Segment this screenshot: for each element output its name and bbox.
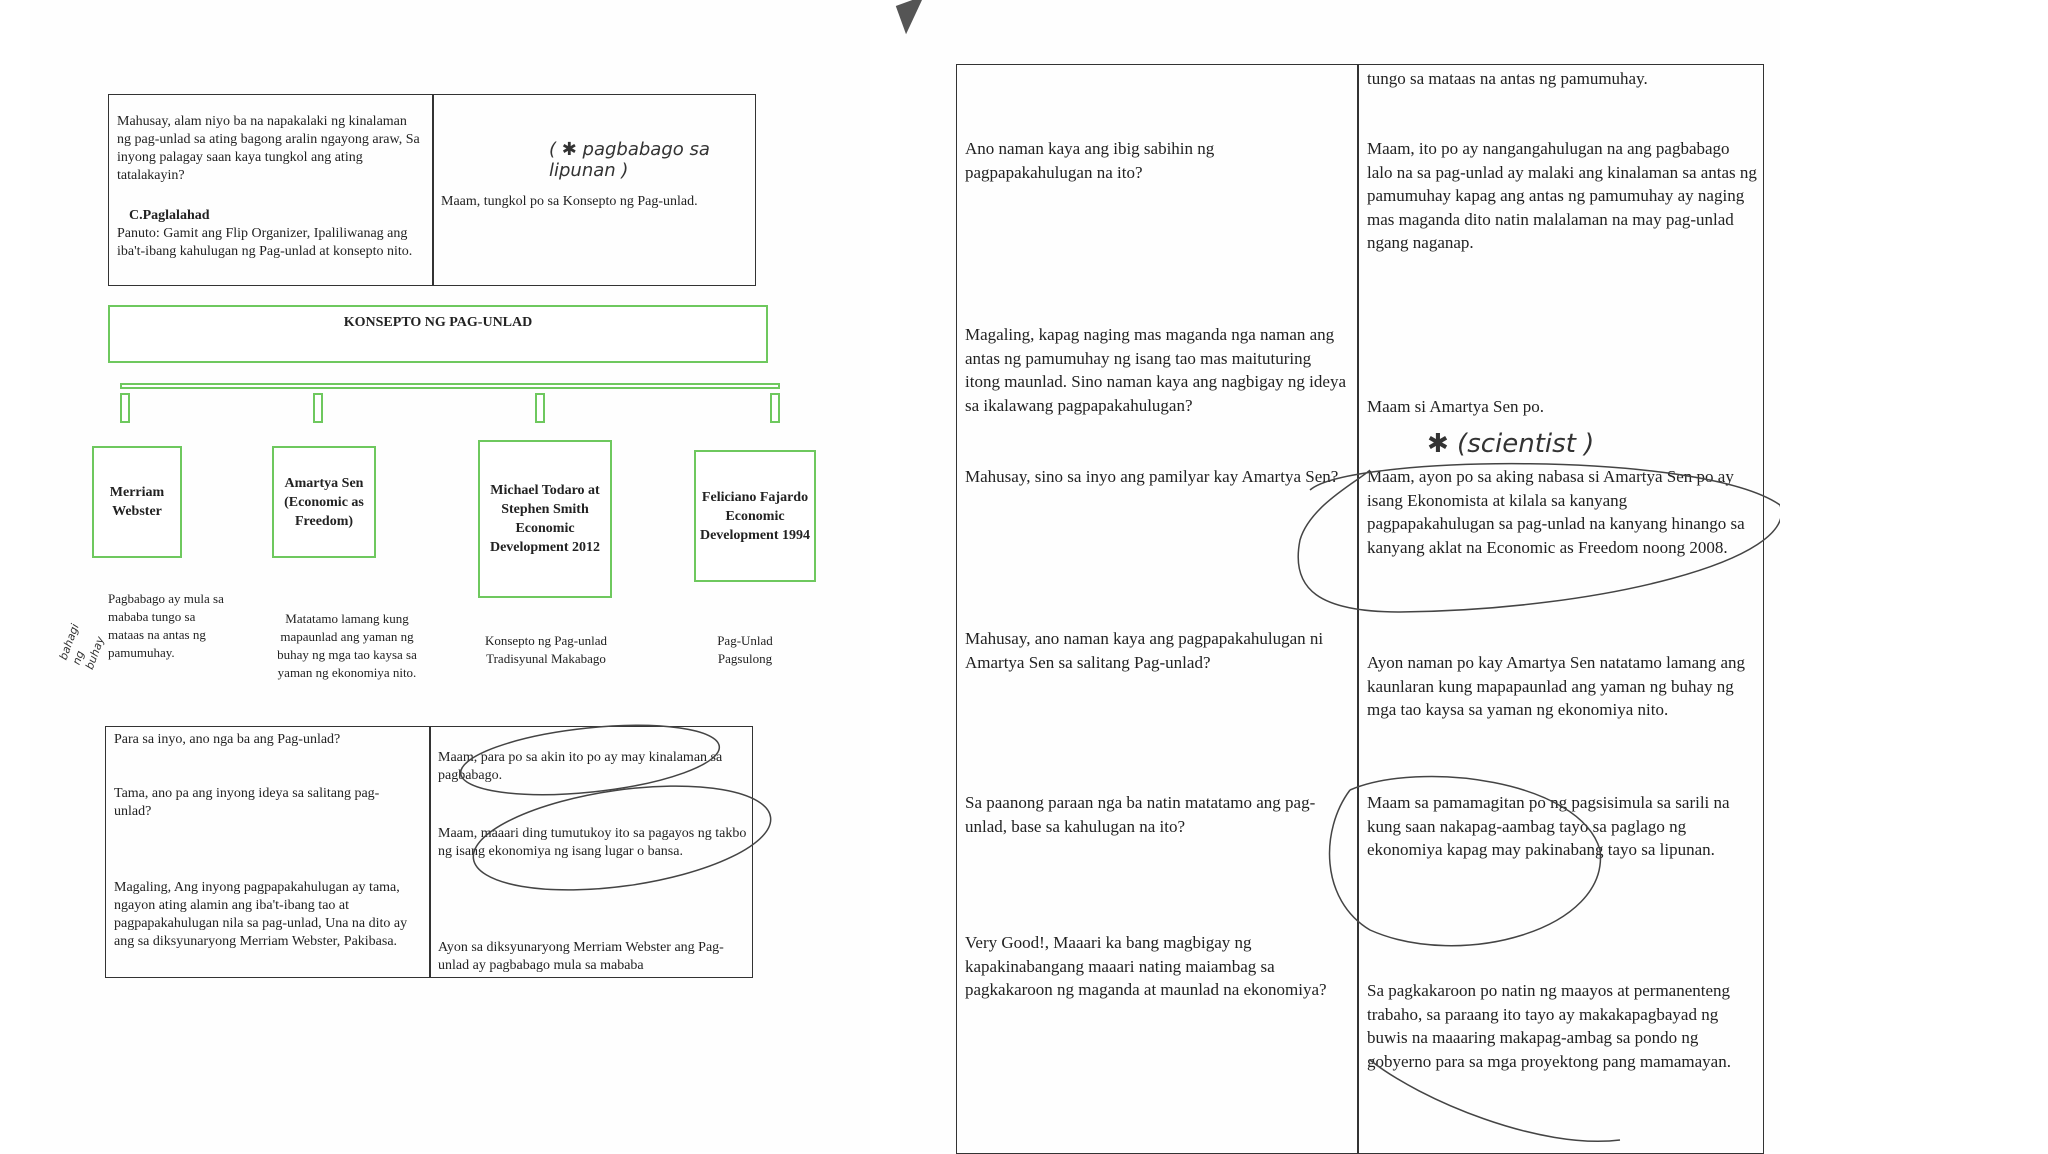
organizer-title-text: KONSEPTO NG PAG-UNLAD [343, 315, 533, 330]
fajardo-description: Pag-Unlad Pagsulong [717, 633, 773, 666]
row-5-answer: Maam sa pamamagitan po ng pagsisimula sa sarili na kung saan nakapag-aambag tayo sa paglago ng ekonomiya kapag may pakinabang tayo sa lipunan. [1367, 793, 1730, 859]
instruction-text: Panuto: Gamit ang Flip Organizer, Ipaliliwanag ang iba't-ibang kahulugan ng Pag-unlad at konsepto nito. [117, 226, 413, 259]
left-page [30, 0, 870, 1152]
row-5-question: Sa paanong paraan nga ba natin matatamo ang pag-unlad, base sa kahulugan na ito? [965, 793, 1316, 836]
todaro-smith-box: Michael Todaro at Stephen Smith Economic Development 2012 [478, 440, 612, 598]
answer-2: Maam, maaari ding tumutukoy ito sa pagayos ng takbo ng isang ekonomiya ng isang lugar o bansa. [438, 826, 747, 859]
teacher-intro-text: Mahusay, alam niyo ba na napakalaki ng kinalaman ng pag-unlad sa ating bagong aralin ngayong araw, Sa inyong palagay saan kaya tungkol ang ating tatalakayin? [117, 114, 420, 183]
answer-1: Maam, para po sa akin ito po ay may kinalaman sa pagbabago. [438, 750, 723, 783]
todaro-smith-description: Konsepto ng Pag-unlad Tradisyunal Makabago [484, 633, 608, 666]
merriam-webster-box: Merriam Webster [92, 446, 182, 558]
top-right-continuation: tungo sa mataas na antas ng pamumuhay. [1367, 69, 1648, 88]
amartya-sen-description: Matatamo lamang kung mapaunlad ang yaman ng buhay ng mga tao kaysa sa yaman ng ekonomiya nito. [277, 611, 417, 680]
margin-handwriting: bahagi ng buhay [56, 622, 107, 672]
row-4-answer: Ayon naman po kay Amartya Sen natatamo lamang ang kaunlaran kung mapapaunlad ang yaman ng buhay ng mga tao kaysa sa yaman ng ekonomiya nito. [1367, 653, 1746, 719]
row-3-question: Mahusay, sino sa inyo ang pamilyar kay Amartya Sen? [965, 467, 1339, 486]
scientist-note: ✱ (scientist ) [1427, 429, 1595, 459]
handdrawn-marks [900, 0, 1780, 1152]
answer-3: Ayon sa diksyunaryong Merriam Webster ang Pag-unlad ay pagbabago mula sa mababa [438, 940, 724, 973]
row-1-answer: Maam, ito po ay nangangahulugan na ang pagbabago lalo na sa pag-unlad ay malaki ang kinalaman sa antas ng pamumuhay kapag ang antas ng pamumuhay ay naging mas maganda dito natin malalaman na may pag-unlad ngang naganap. [1367, 139, 1757, 252]
question-1: Para sa inyo, ano nga ba ang Pag-unlad? [114, 732, 341, 747]
row-4-question: Mahusay, ano naman kaya ang pagpapakahulugan ni Amartya Sen sa salitang Pag-unlad? [965, 629, 1324, 672]
row-1-question: Ano naman kaya ang ibig sabihin ng pagpapakahulugan na ito? [965, 139, 1215, 182]
student-answer: Maam, tungkol po sa Konsepto ng Pag-unlad. [441, 194, 698, 209]
question-3: Magaling, Ang inyong pagpapakahulugan ay tama, ngayon ating alamin ang iba't-ibang tao at pagpapakahulugan nila sa pag-unlad, Una na dito ay ang sa diksyunaryong Merriam Webster, Pakibasa. [114, 880, 408, 949]
fajardo-box: Feliciano Fajardo Economic Development 1994 [694, 450, 816, 582]
row-2-answer: Maam si Amartya Sen po. [1367, 397, 1545, 416]
amartya-sen-box: Amartya Sen (Economic as Freedom) [272, 446, 376, 558]
section-label: C.Paglalahad [129, 208, 210, 223]
row-3-answer: Maam, ayon po sa aking nabasa si Amartya Sen po ay isang Ekonomista at kilala sa kanyang pagpapakahulugan sa pag-unlad na kanyang hinango sa kanyang aklat na Economic as Freedom noong 2008. [1367, 467, 1745, 557]
handwritten-note: ( ✱ pagbabago sa lipunan ) [549, 139, 710, 181]
handdrawn-circles [30, 0, 870, 1152]
row-6-question: Very Good!, Maaari ka bang magbigay ng kapakinabangang maaari nating maiambag sa pagkakaroon ng maganda at maunlad na ekonomiya? [965, 933, 1327, 999]
row-6-answer: Sa pagkakaroon po natin ng maayos at permanenteng trabaho, sa paraang ito tayo ay makakapagbayad ng buwis na maaaring makapag-ambag sa pondo ng gobyerno para sa mga proyektong pang mamamayan. [1367, 981, 1731, 1071]
right-page [900, 0, 1780, 1152]
merriam-webster-description: Pagbabago ay mula sa mababa tungo sa mataas na antas ng pamumuhay. [108, 591, 224, 660]
row-2-question: Magaling, kapag naging mas maganda nga naman ang antas ng pamumuhay ng isang tao mas maituturing itong maunlad. Sino naman kaya ang nagbigay ng ideya sa ikalawang pagpapakahulugan? [965, 325, 1346, 415]
question-2: Tama, ano pa ang inyong ideya sa salitang pag-unlad? [114, 786, 380, 819]
